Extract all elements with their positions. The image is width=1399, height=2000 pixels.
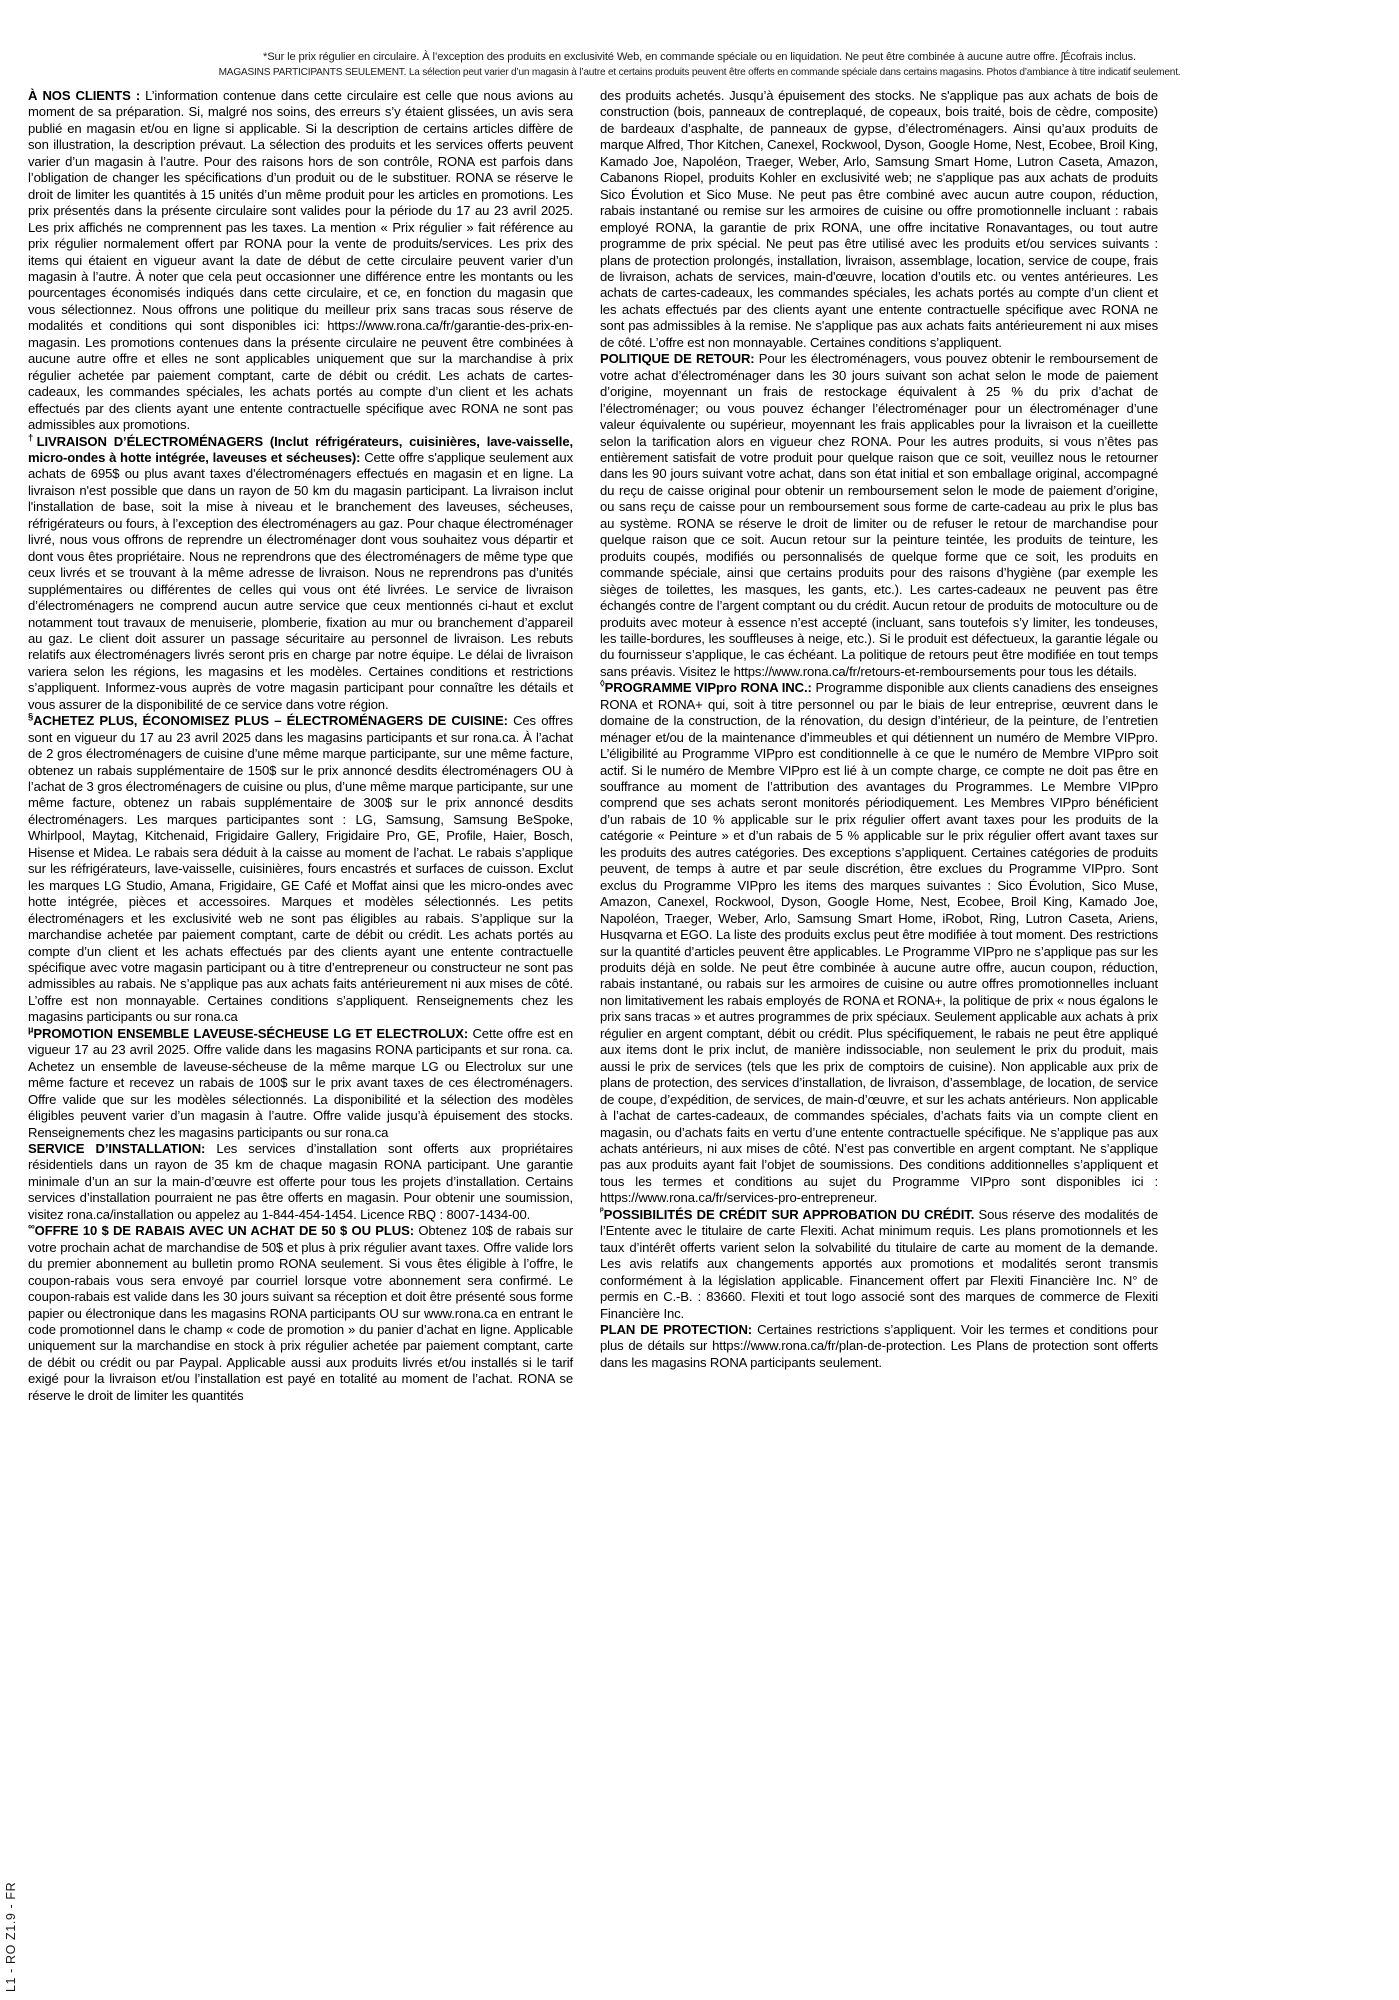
section-heading: POLITIQUE DE RETOUR: <box>600 351 755 367</box>
legal-paragraph <box>28 1223 573 1404</box>
section-heading: PROGRAMME VIPpro RONA INC.: <box>604 680 812 696</box>
legal-paragraph <box>28 1026 573 1141</box>
legal-paragraph <box>600 351 1158 680</box>
legal-paragraph <box>28 713 573 1026</box>
section-heading: PROMOTION ENSEMBLE LAVEUSE-SÉCHEUSE LG ET ELECTROLUX: <box>33 1025 469 1041</box>
section-heading: OFFRE 10 $ DE RABAIS AVEC UN ACHAT DE 50 $ OU PLUS: <box>34 1223 414 1239</box>
section-body: Ces offres sont en vigueur du 17 au 23 avril 2025 dans les magasins participants et sur rona.ca. À l’achat de 2 gros électroménagers de cuisine d’une même marque participante, sur une même facture, obtenez un rabais supplémentaire de 150$ sur le prix annoncé desdits électroménagers OU à l’achat de 3 gros électroménagers de cuisine ou plus, d’une même marque participante, sur une même facture, obtenez un rabais supplémentaire de 300$ sur le prix annoncé desdits électroménagers. Les marques participantes sont : LG, Samsung, Samsung BeSpoke, Whirlpool, Maytag, Kitchenaid, Frigidaire Gallery, Frigidaire Pro, GE, Profile, Haier, Bosch, Hisense et Midea. Le rabais sera déduit à la caisse au moment de l’achat. Le rabais s’applique sur les réfrigérateurs, lave-vaisselle, cuisinières, fours encastrés et surfaces de cuisson. Exclut les marques LG Studio, Amana, Frigidaire, GE Café et Moffat ainsi que les micro-ondes avec hotte intégrée, pièces et accessoires. Marques et modèles sélectionnés. Les petits électroménagers et les exclusivité web ne sont pas éligibles au rabais. S’applique sur la marchandise achetée par paiement comptant, carte de débit ou crédit. Les achats portés au compte d’un client et les achats effectués par des clients ayant une entente contractuelle spécifique avec votre magasin participant ou à titre d’entrepreneur ou constructeur ne sont pas admissibles au rabais. Ne s’applique pas aux achats faits antérieurement ni aux mises de côté. L’offre est non monnayable. Certaines conditions s’appliquent. Renseignements chez les magasins participants ou sur rona.ca <box>28 713 573 1025</box>
section-heading: POSSIBILITÉS DE CRÉDIT SUR APPROBATION DU CRÉDIT. <box>603 1206 975 1222</box>
section-body: Sous réserve des modalités de l’Entente avec le titulaire de carte Flexiti. Achat minimum requis. Les plans promotionnels et les taux d’intérêt offerts varient selon la solvabilité du titulaire de carte au moment de la demande. Les avis relatifs aux changements apportés aux promotions et modalités seront transmis conformément à la législation applicable. Financement offert par Flexiti Financière Inc. N° de permis en C.-B. : 83660. Flexiti et tout logo associé sont des marques de commerce de Flexiti Financière Inc. <box>600 1206 1158 1321</box>
section-heading: PLAN DE PROTECTION: <box>600 1321 753 1337</box>
section-marker: µ <box>28 1024 34 1036</box>
section-marker: § <box>28 711 34 723</box>
legal-paragraph <box>600 1322 1158 1371</box>
legal-paragraph <box>28 1141 573 1223</box>
legal-paragraph <box>28 434 573 714</box>
section-body: Cette offre s'applique seulement aux achats de 695$ ou plus avant taxes d'électroménagers effectués en magasin et en ligne. La livraison n'est possible que dans un rayon de 50 km du magasin participant. La livraison inclut l'installation de base, soit la mise à niveau et le branchement des laveuses, sécheuses, réfrigérateurs ou fours, à l’exception des électroménagers au gaz. Pour chaque électroménager livré, nous vous offrons de reprendre un électroménager dont vous souhaitez vous départir et dont vous êtes propriétaire. Nous ne reprendrons que des électroménagers de même type que ceux livrés et se trouvant à la même adresse de livraison. Nous ne reprendrons pas d’unités supplémentaires ou différentes de celles qui vous ont été livrées. Le service de livraison d’électroménagers ne comprend aucun autre service que ceux mentionnés ci-haut et exclut notamment tout travaux de menuiserie, plomberie, fixation au mur ou branchement d’appareil au gaz. Le client doit assurer un passage sécuritaire au personnel de livraison. Les rebuts relatifs aux électroménagers livrés seront pris en charge par notre équipe. Le délai de livraison variera selon les régions, les magasins et les modèles. Certaines conditions et restrictions s’appliquent. Informez-vous auprès de votre magasin participant pour connaître les détails et vous assurer de la disponibilité de ce service dans votre région. <box>28 449 573 712</box>
legal-paragraph <box>600 88 1158 351</box>
section-body: des produits achetés. Jusqu’à épuisement des stocks. Ne s'applique pas aux achats de bois de construction (bois, panneaux de contreplaqué, de copeaux, bois traité, bois de cèdre, composite) de bardeaux d’asphalte, de panneaux de gypse, d’électroménagers. Ainsi qu’aux produits de marque Alfred, Thor Kitchen, Canexel, Rockwool, Dyson, Google Home, Nest, Ecobee, Broil King, Kamado Joe, Napoléon, Traeger, Weber, Arlo, Samsung Smart Home, Lutron Caseta, Amazon, Cabanons Riopel, produits Kohler en exclusivité web; ne s'applique pas aux achats de produits Sico Évolution et Sico Muse. Ne peut pas être combiné avec aucun autre coupon, réduction, rabais instantané ou remise sur les armoires de cuisine ou offre promotionnelle incluant : rabais employé RONA, la garantie de prix RONA, une offre incitative Ronavantages, ou tout autre programme de prix spécial. Ne peut pas être utilisé avec les produits et/ou services suivants : plans de protection prolongés, installation, livraison, assemblage, location, service de coupe, frais de livraison, achats de services, main-d'œuvre, location d’outils etc. ou ventes antérieures. Les achats de cartes-cadeaux, les commandes spéciales, les achats portés au compte d’un client et les achats effectués par des clients ayant une entente contractuelle spécifique avec RONA ne sont pas admissibles à la remise. Ne s'applique pas aux achats faits antérieurement ni aux mises de côté. L’offre est non monnayable. Certaines conditions s’appliquent. <box>600 88 1158 350</box>
section-body: Cette offre est en vigueur 17 au 23 avril 2025. Offre valide dans les magasins RONA participants et sur rona. ca. Achetez un ensemble de laveuse-sécheuse de la même marque LG ou Electrolux sur une même facture et recevez un rabais de 100$ sur le prix avant taxes de ces électroménagers. Offre valide que sur les modèles sélectionnés. La disponibilité et la sélection des modèles éligibles peuvent varier d’un magasin à l’autre. Offre valide jusqu’à épuisement des stocks. Renseignements chez les magasins participants ou sur rona.ca <box>28 1025 573 1140</box>
section-heading: LIVRAISON D’ÉLECTROMÉNAGERS (Inclut réfrigérateurs, cuisinières, lave-vaisselle, micro-ondes à hotte intégrée, laveuses et sécheuses): <box>28 433 573 465</box>
section-heading: SERVICE D’INSTALLATION: <box>28 1141 206 1156</box>
legal-paragraph <box>28 88 573 434</box>
legal-paragraph <box>600 680 1158 1207</box>
left-text-column <box>28 88 573 1404</box>
section-heading: À NOS CLIENTS : <box>28 88 141 103</box>
section-heading: ACHETEZ PLUS, ÉCONOMISEZ PLUS – ÉLECTROMÉNAGERS DE CUISINE: <box>33 713 508 729</box>
section-body: Pour les électroménagers, vous pouvez obtenir le remboursement de votre achat d’électroménager dans les 30 jours suivant son achat selon le mode de paiement d’origine, moyennant un frais de restockage équivalent à 25 % du prix d’achat de l’électroménager; ou vous pouvez échanger l’électroménager pour un électroménager d’une valeur équivalente ou supérieur, moyennant les frais applicables pour la livraison et la cueillette selon la tarification alors en vigueur chez RONA. Pour les autres produits, si vous n’êtes pas entièrement satisfait de votre produit pour quelque raison que ce soit, veuillez nous le retourner dans les 90 jours suivant votre achat, dans son état initial et son emballage original, accompagné du reçu de caisse original pour obtenir un remboursement selon le mode de paiement d’origine, ou sans reçu de caisse pour un remboursement sous forme de carte-cadeau au prix le plus bas au système. RONA se réserve le droit de limiter ou de refuser le retour de marchandise pour quelque raison que ce soit. Aucun retour sur la peinture teintée, les produits de teinture, les produits coupés, modifiés ou personnalisés de quelque forme que ce soit, les produits en commande spéciale, ainsi que certains produits pour des raisons d’hygiène (par exemple les sièges de toilettes, les masques, les gants, etc.). Les cartes-cadeaux ne peuvent pas être échangés contre de l’argent comptant ou du crédit. Aucun retour de produits de motoculture ou de produits avec moteur à essence n’est accepté (incluant, sans toutefois s’y limiter, les tondeuses, les taille-bordures, les souffleuses à neige, etc.). Si le produit est défectueux, la garantie légale ou du fournisseur s’applique, le cas échéant. La politique de retours peut être modifiée en tout temps sans préavis. Visitez le https://www.rona.ca/fr/retours-et-remboursements pour tous les détails. <box>600 351 1158 679</box>
section-marker: † <box>28 432 37 444</box>
legal-paragraph <box>600 1207 1158 1322</box>
section-body: Les services d’installation sont offerts aux propriétaires résidentiels dans un rayon de 35 km de chaque magasin RONA participant. Une garantie minimale d’un an sur la main-d’œuvre est offerte pour tous les projets d’installation. Certains services d’installation pourraient ne pas être offerts en magasin. Pour obtenir une soumission, visitez rona.ca/installation ou appelez au 1-844-454-1454. Licence RBQ : 8007-1434-00. <box>28 1141 573 1222</box>
section-body: L’information contenue dans cette circulaire est celle que nous avions au moment de sa préparation. Si, malgré nos soins, des erreurs s’y étaient glissées, un avis sera publié en magasin et/ou en ligne si applicable. Si la description de certains articles diffère de son illustration, la description prévaut. La sélection des produits et les services offerts peuvent varier d’un magasin à l’autre. Pour des raisons hors de son contrôle, RONA est parfois dans l’obligation de changer les spécifications d’un produit ou de le substituer. RONA se réserve le droit de limiter les quantités à 15 unités d’un même produit pour les articles en promotions. Les prix présentés dans la présente circulaire sont valides pour la période du 17 au 23 avril 2025. Les prix affichés ne comprennent pas les taxes. La mention « Prix régulier » fait référence au prix régulier normalement offert par RONA pour la vente de produits/services. Les prix des items qui étaient en vigueur avant la date de début de cette circulaire peuvent varier d’un magasin à l’autre. À noter que cela peut occasionner une différence entre les montants ou les pourcentages économisés indiqués dans cette circulaire, et ce, en fonction du magasin que vous sélectionnez. Nous offrons une politique du meilleur prix sans tracas sous réserve de modalités et conditions qui sont disponibles ici: https://www.rona.ca/fr/garantie-des-prix-en-magasin. Les promotions contenues dans la présente circulaire ne peuvent être combinées à aucune autre offre et elles ne sont applicables uniquement que sur la marchandise à prix régulier achetée par paiement comptant, carte de débit ou crédit. Les achats de cartes-cadeaux, les commandes spéciales, les achats portés au compte d’un client et les achats effectués par des clients ayant une entente contractuelle spécifique avec RONA ne sont pas admissibles aux promotions. <box>28 88 573 433</box>
header-note-line-2: MAGASINS PARTICIPANTS SEULEMENT. La sélection peut varier d’un magasin à l’autre et certains produits peuvent être offerts en commande spéciale dans certains magasins. Photos d’ambiance à titre indicatif seulement. <box>218 67 1181 78</box>
section-marker: ᵖ <box>600 1205 604 1217</box>
section-marker: ◊ <box>600 678 605 690</box>
right-text-column <box>600 88 1158 1404</box>
header-fine-print <box>0 50 1399 80</box>
header-note-line-1: *Sur le prix régulier en circulaire. À l’exception des produits en exclusivité Web, en commande spéciale ou en liquidation. Ne peut être combinée à aucune autre offre. ʃÉcofrais inclus. <box>263 51 1136 63</box>
legal-text-columns <box>28 88 1371 1404</box>
section-body: Programme disponible aux clients canadiens des enseignes RONA et RONA+ qui, soit à titre personnel ou par le biais de leur entreprise, œuvrent dans le domaine de la construction, de la rénovation, du design d’intérieur, de la peinture, de l’entretien ménager et/ou de la maintenance d’immeubles et qui détiennent un numéro de Membre VIPpro. L’éligibilité au Programme VIPpro est conditionnelle à ce que le numéro de Membre VIPpro soit actif. Si le numéro de Membre VIPpro est lié à un compte charge, ce compte ne doit pas être en souffrance au moment de l’attribution des avantages du Programmes. Le Membre VIPpro comprend que ses achats seront monitorés périodiquement. Les Membres VIPpro bénéficient d’un rabais de 10 % applicable sur le prix régulier offert avant taxes pour les produits de la catégorie « Peinture » et d’un rabais de 5 % applicable sur le prix régulier offert avant taxes sur les produits des autres catégories. Des exceptions s’appliquent. Certaines catégories de produits peuvent, de temps à autre et par seule discrétion, être exclues du Programme VIPpro. Sont exclus du Programme VIPpro les items des marques suivantes : Sico Évolution, Sico Muse, Amazon, Canexel, Rockwool, Dyson, Google Home, Nest, Ecobee, Broil King, Kamado Joe, Napoléon, Traeger, Weber, Arlo, Samsung Smart Home, iRobot, Ring, Lutron Caseta, Ariens, Husqvarna et EGO. La liste des produits exclus peut être modifiée à tout moment. Des restrictions sur la quantité d’articles peuvent être applicables. Le Programme VIPpro ne s’applique pas sur les produits déjà en solde. Ne peut être combinée à aucune autre offre, aucun coupon, réduction, rabais instantané, ou rabais sur les armoires de cuisine ou autre offres promotionnelles incluant non limitativement les rabais employés de RONA et RONA+, la politique de prix « nous égalons le prix sans tracas » et autres programmes de prix spéciaux. Seulement applicable aux achats à prix régulier en argent comptant, débit ou crédit. Plus spécifiquement, le rabais ne peut être appliqué aux items dont le prix inclut, de manière indissociable, non seulement le prix du produit, mais aussi le prix de services (tels que les prix de comptoirs de cuisine). Non applicable aux prix de plans de protection, des services d’installation, de livraison, d’assemblage, de location, de service de coupe, d’expédition, de services, de main-d’œuvre, et sur les achats antérieurs. Non applicable à l’achat de cartes-cadeaux, de commandes spéciales, d’achats faits via un compte client en magasin, ou d’achats faits en vertu d’une entente contractuelle spécifique. Ne s’applique pas aux achats antérieurs, ni aux mises de côté. N’est pas convertible en argent comptant. Ne s’applique pas aux produits ayant fait l’objet de soumissions. Des conditions additionnelles s’appliquent et tous les termes et conditions au sujet du Programme VIPpro sont disponibles ici : https://www.rona.ca/fr/services-pro-entrepreneur. <box>600 680 1158 1206</box>
section-marker: ∞ <box>28 1221 35 1233</box>
page-code-vertical: L1 - RO Z1.9 - FR <box>4 1881 18 1992</box>
section-body: Obtenez 10$ de rabais sur votre prochain achat de marchandise de 50$ et plus à prix régulier avant taxes. Offre valide lors du premier abonnement au bulletin promo RONA seulement. Si vous êtes éligible à l’offre, le coupon-rabais vous sera envoyé par courriel lorsque votre abonnement sera confirmé. Le coupon-rabais est valide dans les 30 jours suivant sa réception et doit être présenté sous forme papier ou électronique dans les magasins RONA participants OU sur www.rona.ca en entrant le code promotionnel dans le champ « code de promotion » du panier d’achat en ligne. Applicable uniquement sur la marchandise en stock à prix régulier achetée par paiement comptant, carte de débit ou crédit ou par Paypal. Applicable aussi aux produits livrés et/ou installés si le tarif exigé pour la livraison et/ou l’installation est payé en totalité au moment de l’achat. RONA se réserve le droit de limiter les quantités <box>28 1223 573 1403</box>
section-body: Certaines restrictions s’appliquent. Voir les termes et conditions pour plus de détails sur https://www.rona.ca/fr/plan-de-protection. Les Plans de protection sont offerts dans les magasins RONA participants seulement. <box>600 1321 1158 1370</box>
